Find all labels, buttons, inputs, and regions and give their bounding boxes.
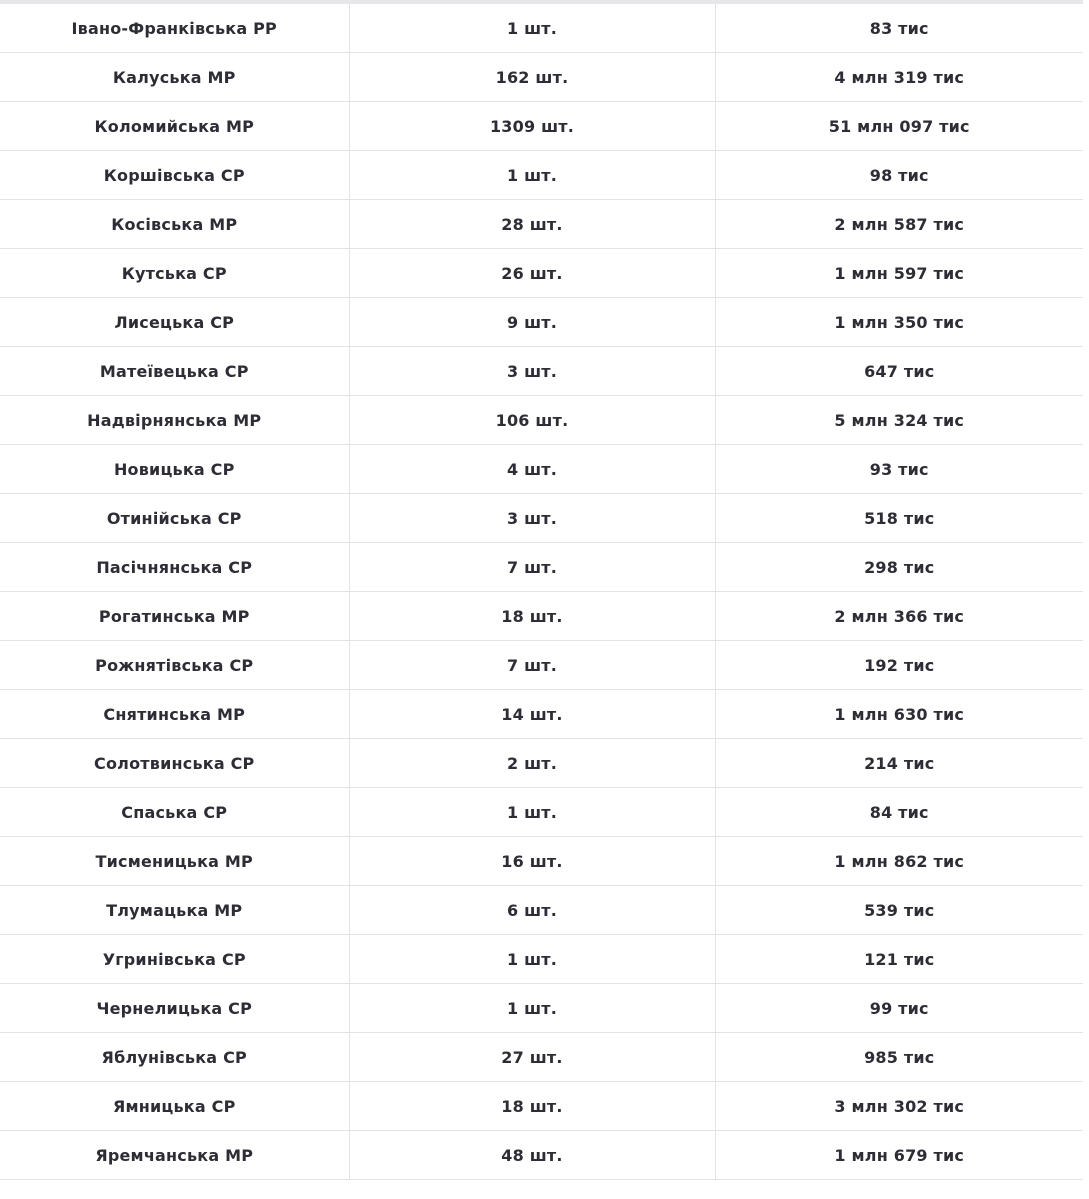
table-row [0,4,1083,53]
community-cell: Кутська СР [0,249,349,298]
community-cell: Отинійська СР [0,494,349,543]
community-cell: Тлумацька МР [0,886,349,935]
count-cell: 4 шт. [349,445,715,494]
community-cell: Снятинська МР [0,690,349,739]
table-row [0,935,1083,984]
table-row [0,151,1083,200]
community-cell: Угринівська СР [0,935,349,984]
community-cell: Лисецька СР [0,298,349,347]
count-cell: 1 шт. [349,151,715,200]
table-row [0,592,1083,641]
community-cell: Коломийська МР [0,102,349,151]
amount-cell: 3 млн 302 тис [715,1082,1083,1131]
community-cell: Чернелицька СР [0,984,349,1033]
community-cell: Яремчанська МР [0,1131,349,1180]
table-row [0,249,1083,298]
community-cell: Матеївецька СР [0,347,349,396]
table-row [0,396,1083,445]
amount-cell: 1 млн 630 тис [715,690,1083,739]
amount-cell: 1 млн 862 тис [715,837,1083,886]
table-row [0,739,1083,788]
amount-cell: 214 тис [715,739,1083,788]
table-row [0,690,1083,739]
community-cell: Косівська МР [0,200,349,249]
count-cell: 7 шт. [349,641,715,690]
table-row [0,102,1083,151]
count-cell: 1 шт. [349,788,715,837]
count-cell: 9 шт. [349,298,715,347]
amount-cell: 1 млн 597 тис [715,249,1083,298]
count-cell: 106 шт. [349,396,715,445]
table-row [0,494,1083,543]
amount-cell: 647 тис [715,347,1083,396]
amount-cell: 539 тис [715,886,1083,935]
table-row [0,1131,1083,1180]
table-row [0,298,1083,347]
community-cell: Яблунівська СР [0,1033,349,1082]
amount-cell: 1 млн 679 тис [715,1131,1083,1180]
count-cell: 3 шт. [349,347,715,396]
count-cell: 16 шт. [349,837,715,886]
table-row [0,788,1083,837]
amount-cell: 4 млн 319 тис [715,53,1083,102]
amount-cell: 84 тис [715,788,1083,837]
community-cell: Рожнятівська СР [0,641,349,690]
amount-cell: 98 тис [715,151,1083,200]
table-row [0,641,1083,690]
community-cell: Івано-Франківська РР [0,4,349,53]
table-row [0,1082,1083,1131]
table-row [0,984,1083,1033]
community-cell: Надвірнянська МР [0,396,349,445]
count-cell: 26 шт. [349,249,715,298]
community-cell: Новицька СР [0,445,349,494]
table-row [0,53,1083,102]
count-cell: 1 шт. [349,4,715,53]
table-row [0,886,1083,935]
amount-cell: 51 млн 097 тис [715,102,1083,151]
table-row [0,543,1083,592]
amount-cell: 985 тис [715,1033,1083,1082]
count-cell: 7 шт. [349,543,715,592]
count-cell: 28 шт. [349,200,715,249]
count-cell: 162 шт. [349,53,715,102]
page-right-margin [1083,0,1089,1199]
count-cell: 1309 шт. [349,102,715,151]
count-cell: 1 шт. [349,984,715,1033]
count-cell: 14 шт. [349,690,715,739]
table-row [0,200,1083,249]
amount-cell: 83 тис [715,4,1083,53]
community-cell: Рогатинська МР [0,592,349,641]
count-cell: 18 шт. [349,592,715,641]
count-cell: 18 шт. [349,1082,715,1131]
amount-cell: 2 млн 587 тис [715,200,1083,249]
community-cell: Ямницька СР [0,1082,349,1131]
table-body [0,4,1083,1180]
community-cell: Солотвинська СР [0,739,349,788]
community-cell: Тисменицька МР [0,837,349,886]
community-cell: Спаська СР [0,788,349,837]
amount-cell: 121 тис [715,935,1083,984]
community-cell: Коршівська СР [0,151,349,200]
amount-cell: 1 млн 350 тис [715,298,1083,347]
table-row [0,1033,1083,1082]
count-cell: 2 шт. [349,739,715,788]
count-cell: 3 шт. [349,494,715,543]
amount-cell: 192 тис [715,641,1083,690]
data-table [0,4,1083,1180]
table-row [0,837,1083,886]
amount-cell: 518 тис [715,494,1083,543]
count-cell: 6 шт. [349,886,715,935]
amount-cell: 99 тис [715,984,1083,1033]
data-table-container [0,4,1083,1180]
community-cell: Пасічнянська СР [0,543,349,592]
amount-cell: 298 тис [715,543,1083,592]
table-row [0,445,1083,494]
count-cell: 27 шт. [349,1033,715,1082]
count-cell: 1 шт. [349,935,715,984]
amount-cell: 5 млн 324 тис [715,396,1083,445]
count-cell: 48 шт. [349,1131,715,1180]
community-cell: Калуська МР [0,53,349,102]
amount-cell: 2 млн 366 тис [715,592,1083,641]
amount-cell: 93 тис [715,445,1083,494]
table-row [0,347,1083,396]
